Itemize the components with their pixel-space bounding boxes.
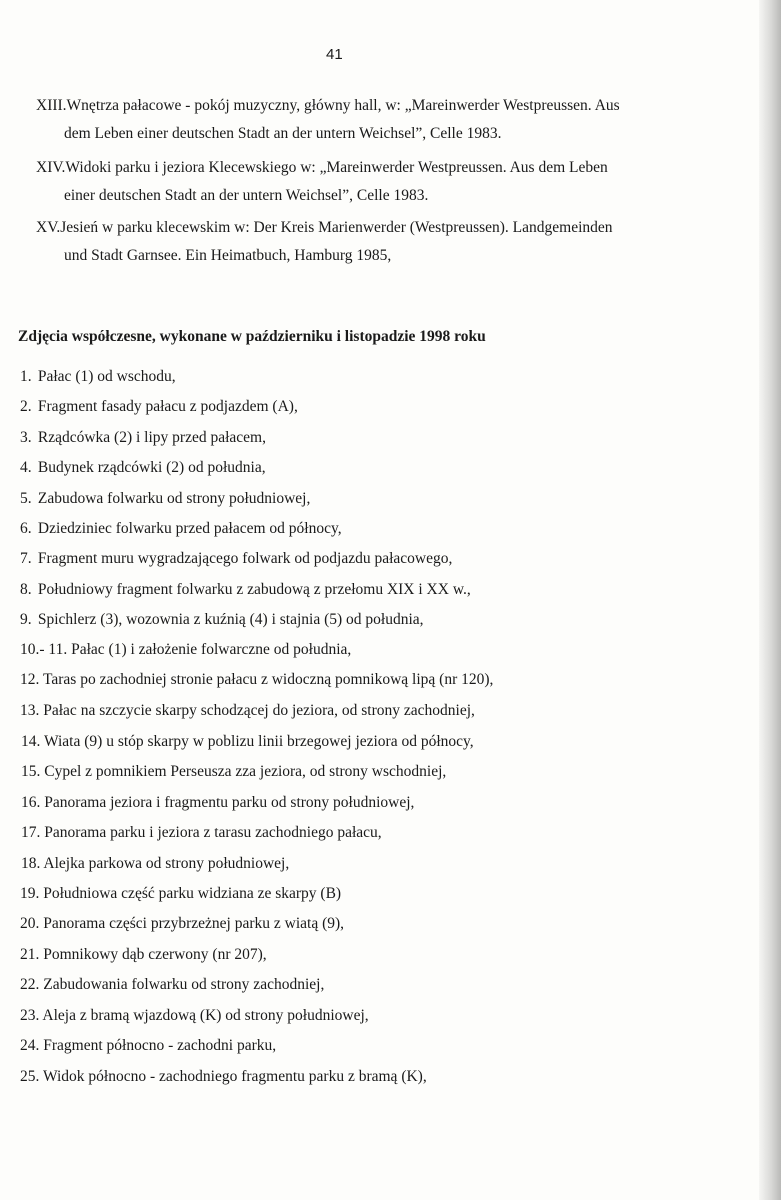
photo-list-item [20, 581, 471, 599]
photo-list-item [20, 550, 452, 568]
bibliography-line-continued: einer deutschen Stadt an der untern Weichsel”, Celle 1983. [64, 187, 429, 204]
photo-list-item [20, 885, 341, 903]
photo-list-item [20, 611, 424, 629]
photo-list-item [20, 368, 176, 386]
bibliography-entry [36, 154, 608, 210]
list-item-text: Taras po zachodniej stronie pałacu z widoczną pomnikową lipą (nr 120), [42, 671, 494, 688]
list-item-number: 6. [20, 520, 32, 537]
list-item-text: Panorama jeziora i fragmentu parku od strony południowej, [44, 794, 415, 811]
list-item-text: Panorama części przybrzeżnej parku z wiatą (9), [43, 915, 345, 932]
list-item-number: 2. [20, 398, 32, 415]
list-item-text: Zabudowa folwarku od strony południowej, [37, 490, 311, 507]
list-item-text: Spichlerz (3), wozownia z kuźnią (4) i stajnia (5) od południa, [37, 611, 424, 628]
list-item-number: 13. [20, 702, 40, 719]
photo-list-item [20, 671, 493, 689]
bibliography-line-continued: und Stadt Garnsee. Ein Heimatbuch, Hamburg 1985, [64, 247, 392, 264]
list-item-text: Pałac na szczycie skarpy schodzącej do jeziora, od strony zachodniej, [43, 702, 475, 719]
list-item-number: 8. [20, 581, 32, 598]
list-item-number: 16. [21, 794, 41, 811]
photo-list-item [20, 702, 475, 720]
list-item-text: Panorama parku i jeziora z tarasu zachodniego pałacu, [44, 824, 382, 841]
photo-list-item [20, 429, 266, 447]
list-item-text: Rządcówka (2) i lipy przed pałacem, [37, 429, 266, 446]
list-item-number: 7. [20, 550, 32, 567]
photo-list-item [20, 946, 267, 964]
list-item-text: Dziedziniec folwarku przed pałacem od północy, [37, 520, 342, 537]
list-item-text: Budynek rządcówki (2) od południa, [37, 459, 266, 476]
photo-list-item [20, 520, 342, 538]
section-heading: Zdjęcia współczesne, wykonane w październiku i listopadzie 1998 roku [18, 328, 486, 345]
photo-list-item [21, 824, 382, 842]
list-item-number: 9. [20, 611, 32, 628]
list-item-text: Alejka parkowa od strony południowej, [43, 855, 290, 872]
photo-list-item [20, 1068, 427, 1086]
list-item-text: Widok północno - zachodniego fragmentu parku z bramą (K), [42, 1068, 427, 1085]
list-item-number: 22. [20, 976, 40, 993]
bibliography-line: XV.Jesień w parku klecewskim w: Der Kreis Marienwerder (Westpreussen). Landgemeinden [36, 219, 613, 236]
list-item-text: Fragment północno - zachodni parku, [43, 1037, 277, 1054]
bibliography-line: XIV.Widoki parku i jeziora Klecewskiego w: „Mareinwerder Westpreussen. Aus dem Leben [36, 159, 608, 176]
bibliography-line-continued: dem Leben einer deutschen Stadt an der untern Weichsel”, Celle 1983. [64, 125, 502, 142]
bibliography-entry [36, 214, 613, 270]
photo-list-item [20, 1098, 34, 1116]
list-item-number: 12. [20, 671, 40, 688]
list-item-number: 10.- 11. [20, 641, 68, 658]
list-item-number: 4. [20, 459, 32, 476]
list-item-number: 24. [20, 1037, 40, 1054]
list-item-number: 3. [20, 429, 32, 446]
photo-list-item [20, 915, 344, 933]
bibliography-line: XIII.Wnętrza pałacowe - pokój muzyczny, główny hall, w: „Mareinwerder Westpreussen. Aus [36, 97, 620, 114]
page-number: 41 [326, 46, 343, 63]
bibliography-entry [36, 92, 620, 148]
list-item-text: Pałac (1) i założenie folwarczne od południa, [71, 641, 352, 658]
list-item-number: 25. [20, 1068, 40, 1085]
list-item-text: Pałac (1) od wschodu, [37, 368, 176, 385]
list-item-number: 14. [21, 733, 41, 750]
photo-list-item [20, 459, 266, 477]
page-edge-shadow [759, 0, 781, 1200]
list-item-text: Południowa część parku widziana ze skarpy (B) [43, 885, 342, 902]
photo-list-item [20, 1007, 369, 1025]
list-item-number: 17. [21, 824, 41, 841]
list-item-number: 21. [20, 946, 40, 963]
list-item-text: Aleja z bramą wjazdową (K) od strony południowej, [42, 1007, 369, 1024]
list-item-text: Fragment fasady pałacu z podjazdem (A), [37, 398, 298, 415]
list-item-text: Zabudowania folwarku od strony zachodniej, [43, 976, 325, 993]
list-item-text: Wiata (9) u stóp skarpy w poblizu linii brzegowej jeziora od północy, [43, 733, 474, 750]
photo-list-item [20, 490, 310, 508]
list-item-text: Fragment muru wygradzającego folwark od podjazdu pałacowego, [37, 550, 453, 567]
list-item-number: 23. [20, 1007, 40, 1024]
list-item-number: 1. [20, 368, 32, 385]
list-item-number: 15. [21, 763, 41, 780]
list-item-number: 19. [20, 885, 40, 902]
photo-list-item [20, 641, 351, 659]
list-item-text: Południowy fragment folwarku z zabudową z przełomu XIX i XX w., [37, 581, 471, 598]
photo-list-item [21, 733, 474, 751]
list-item-number: 20. [20, 915, 40, 932]
list-item-number: 5. [20, 490, 32, 507]
photo-list-item [20, 1037, 276, 1055]
photo-list-item [21, 794, 414, 812]
photo-list-item [20, 976, 324, 994]
list-item-text: Cypel z pomnikiem Perseusza zza jeziora, od strony wschodniej, [44, 763, 447, 780]
photo-list-item [20, 398, 298, 416]
list-item-text: Pomnikowy dąb czerwony (nr 207), [43, 946, 267, 963]
photo-list-item [21, 763, 446, 781]
list-item-number: 18. [21, 855, 41, 872]
photo-list-item [21, 855, 289, 873]
